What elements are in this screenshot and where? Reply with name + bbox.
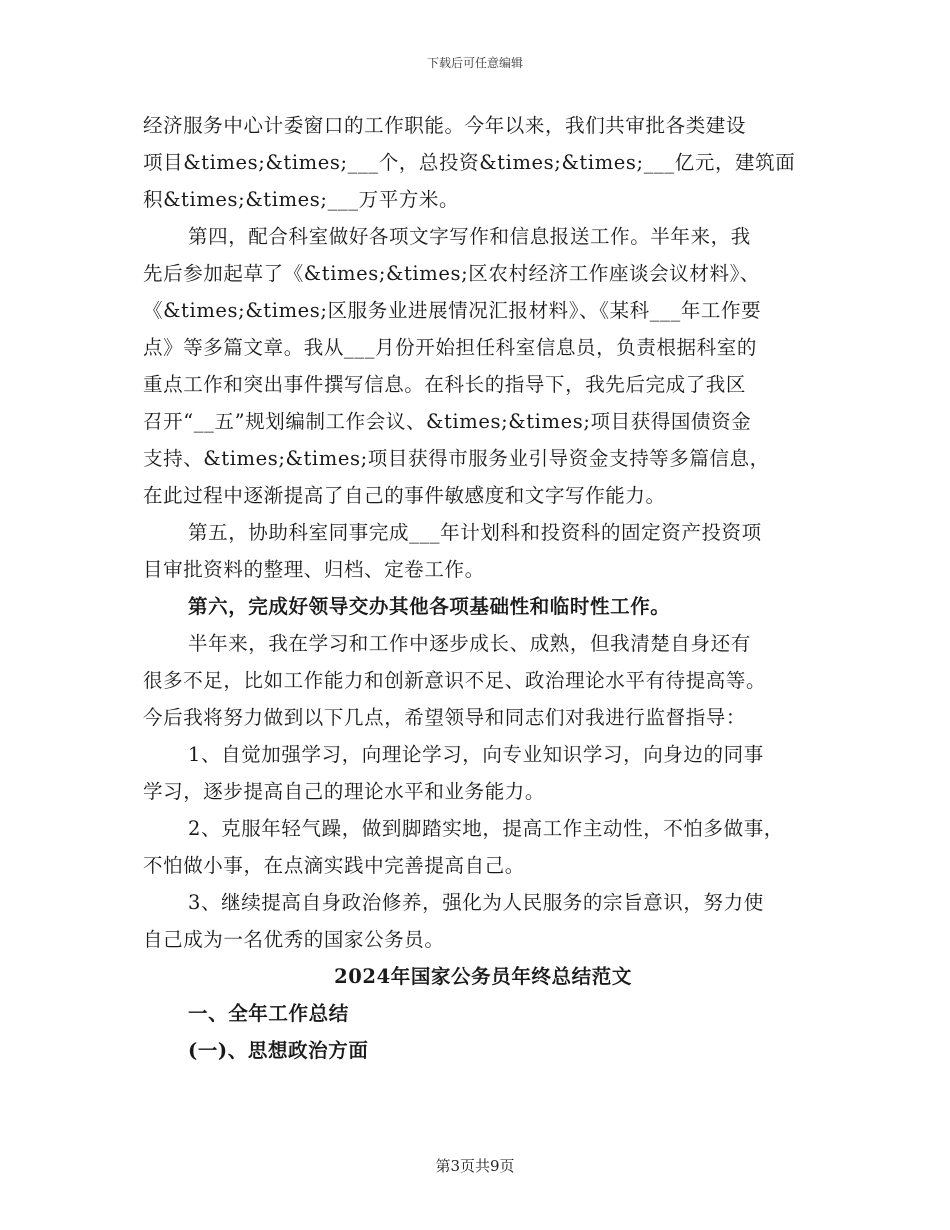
text-line: 经济服务中心计委窗口的工作职能。今年以来，我们共审批各类建设 <box>143 114 747 137</box>
text-line: 重点工作和突出事件撰写信息。在科长的指导下，我先后完成了我区 <box>143 373 747 396</box>
text-line: 目审批资料的整理、归档、定卷工作。 <box>143 558 485 581</box>
text-line: 召开“__五”规划编制工作会议、&times;&times;项目获得国债资金 <box>143 410 752 433</box>
heading-line: 第六，完成好领导交办其他各项基础性和临时性工作。 <box>188 595 671 618</box>
text-line: 很多不足，比如工作能力和创新意识不足、政治理论水平有待提高等。 <box>143 669 767 692</box>
text-line: 2、克服年轻气躁，做到脚踏实地，提高工作主动性，不怕多做事， <box>188 817 784 840</box>
text-line: 点》等多篇文章。我从___月份开始担任科室信息员，负责根据科室的 <box>143 336 757 359</box>
text-line: 不怕做小事，在点滴实践中完善提高自己。 <box>143 854 525 877</box>
text-line: 《&times;&times;区服务业进展情况汇报材料》、《某科___年工作要 <box>143 299 762 322</box>
text-line: 第五，协助科室同事完成___年计划科和投资科的固定资产投资项 <box>188 521 762 544</box>
text-line: 在此过程中逐渐提高了自己的事件敏感度和文字写作能力。 <box>143 484 666 507</box>
page-footer: 第3页共9页 <box>435 1157 515 1175</box>
text-line: 自己成为一名优秀的国家公务员。 <box>143 928 445 951</box>
text-line: 半年来，我在学习和工作中逐步成长、成熟，但我清楚自身还有 <box>188 632 751 655</box>
text-line: 项目&times;&times;___个，总投资&times;&times;___亿元，建筑面 <box>143 151 796 174</box>
section-title: 2024年国家公务员年终总结范文 <box>334 965 632 988</box>
document-body <box>143 107 823 1069</box>
text-line: 今后我将努力做到以下几点，希望领导和同志们对我进行监督指导： <box>143 706 747 729</box>
text-line: 先后参加起草了《&times;&times;区农村经济工作座谈会议材料》、 <box>143 262 761 285</box>
text-line: 第四，配合科室做好各项文字写作和信息报送工作。半年来，我 <box>188 225 751 248</box>
text-line: 3、继续提高自身政治修养，强化为人民服务的宗旨意识，努力使 <box>188 891 764 914</box>
text-line: 积&times;&times;___万平方米。 <box>143 188 460 211</box>
heading-line: 一、全年工作总结 <box>188 1002 349 1025</box>
text-line: 学习，逐步提高自己的理论水平和业务能力。 <box>143 780 546 803</box>
text-line: 支持、&times;&times;项目获得市服务业引导资金支持等多篇信息， <box>143 447 770 470</box>
page-header: 下载后可任意编辑 <box>426 56 523 70</box>
heading-line: (一)、思想政治方面 <box>188 1039 369 1062</box>
text-line: 1、自觉加强学习，向理论学习，向专业知识学习，向身边的同事 <box>188 743 764 766</box>
